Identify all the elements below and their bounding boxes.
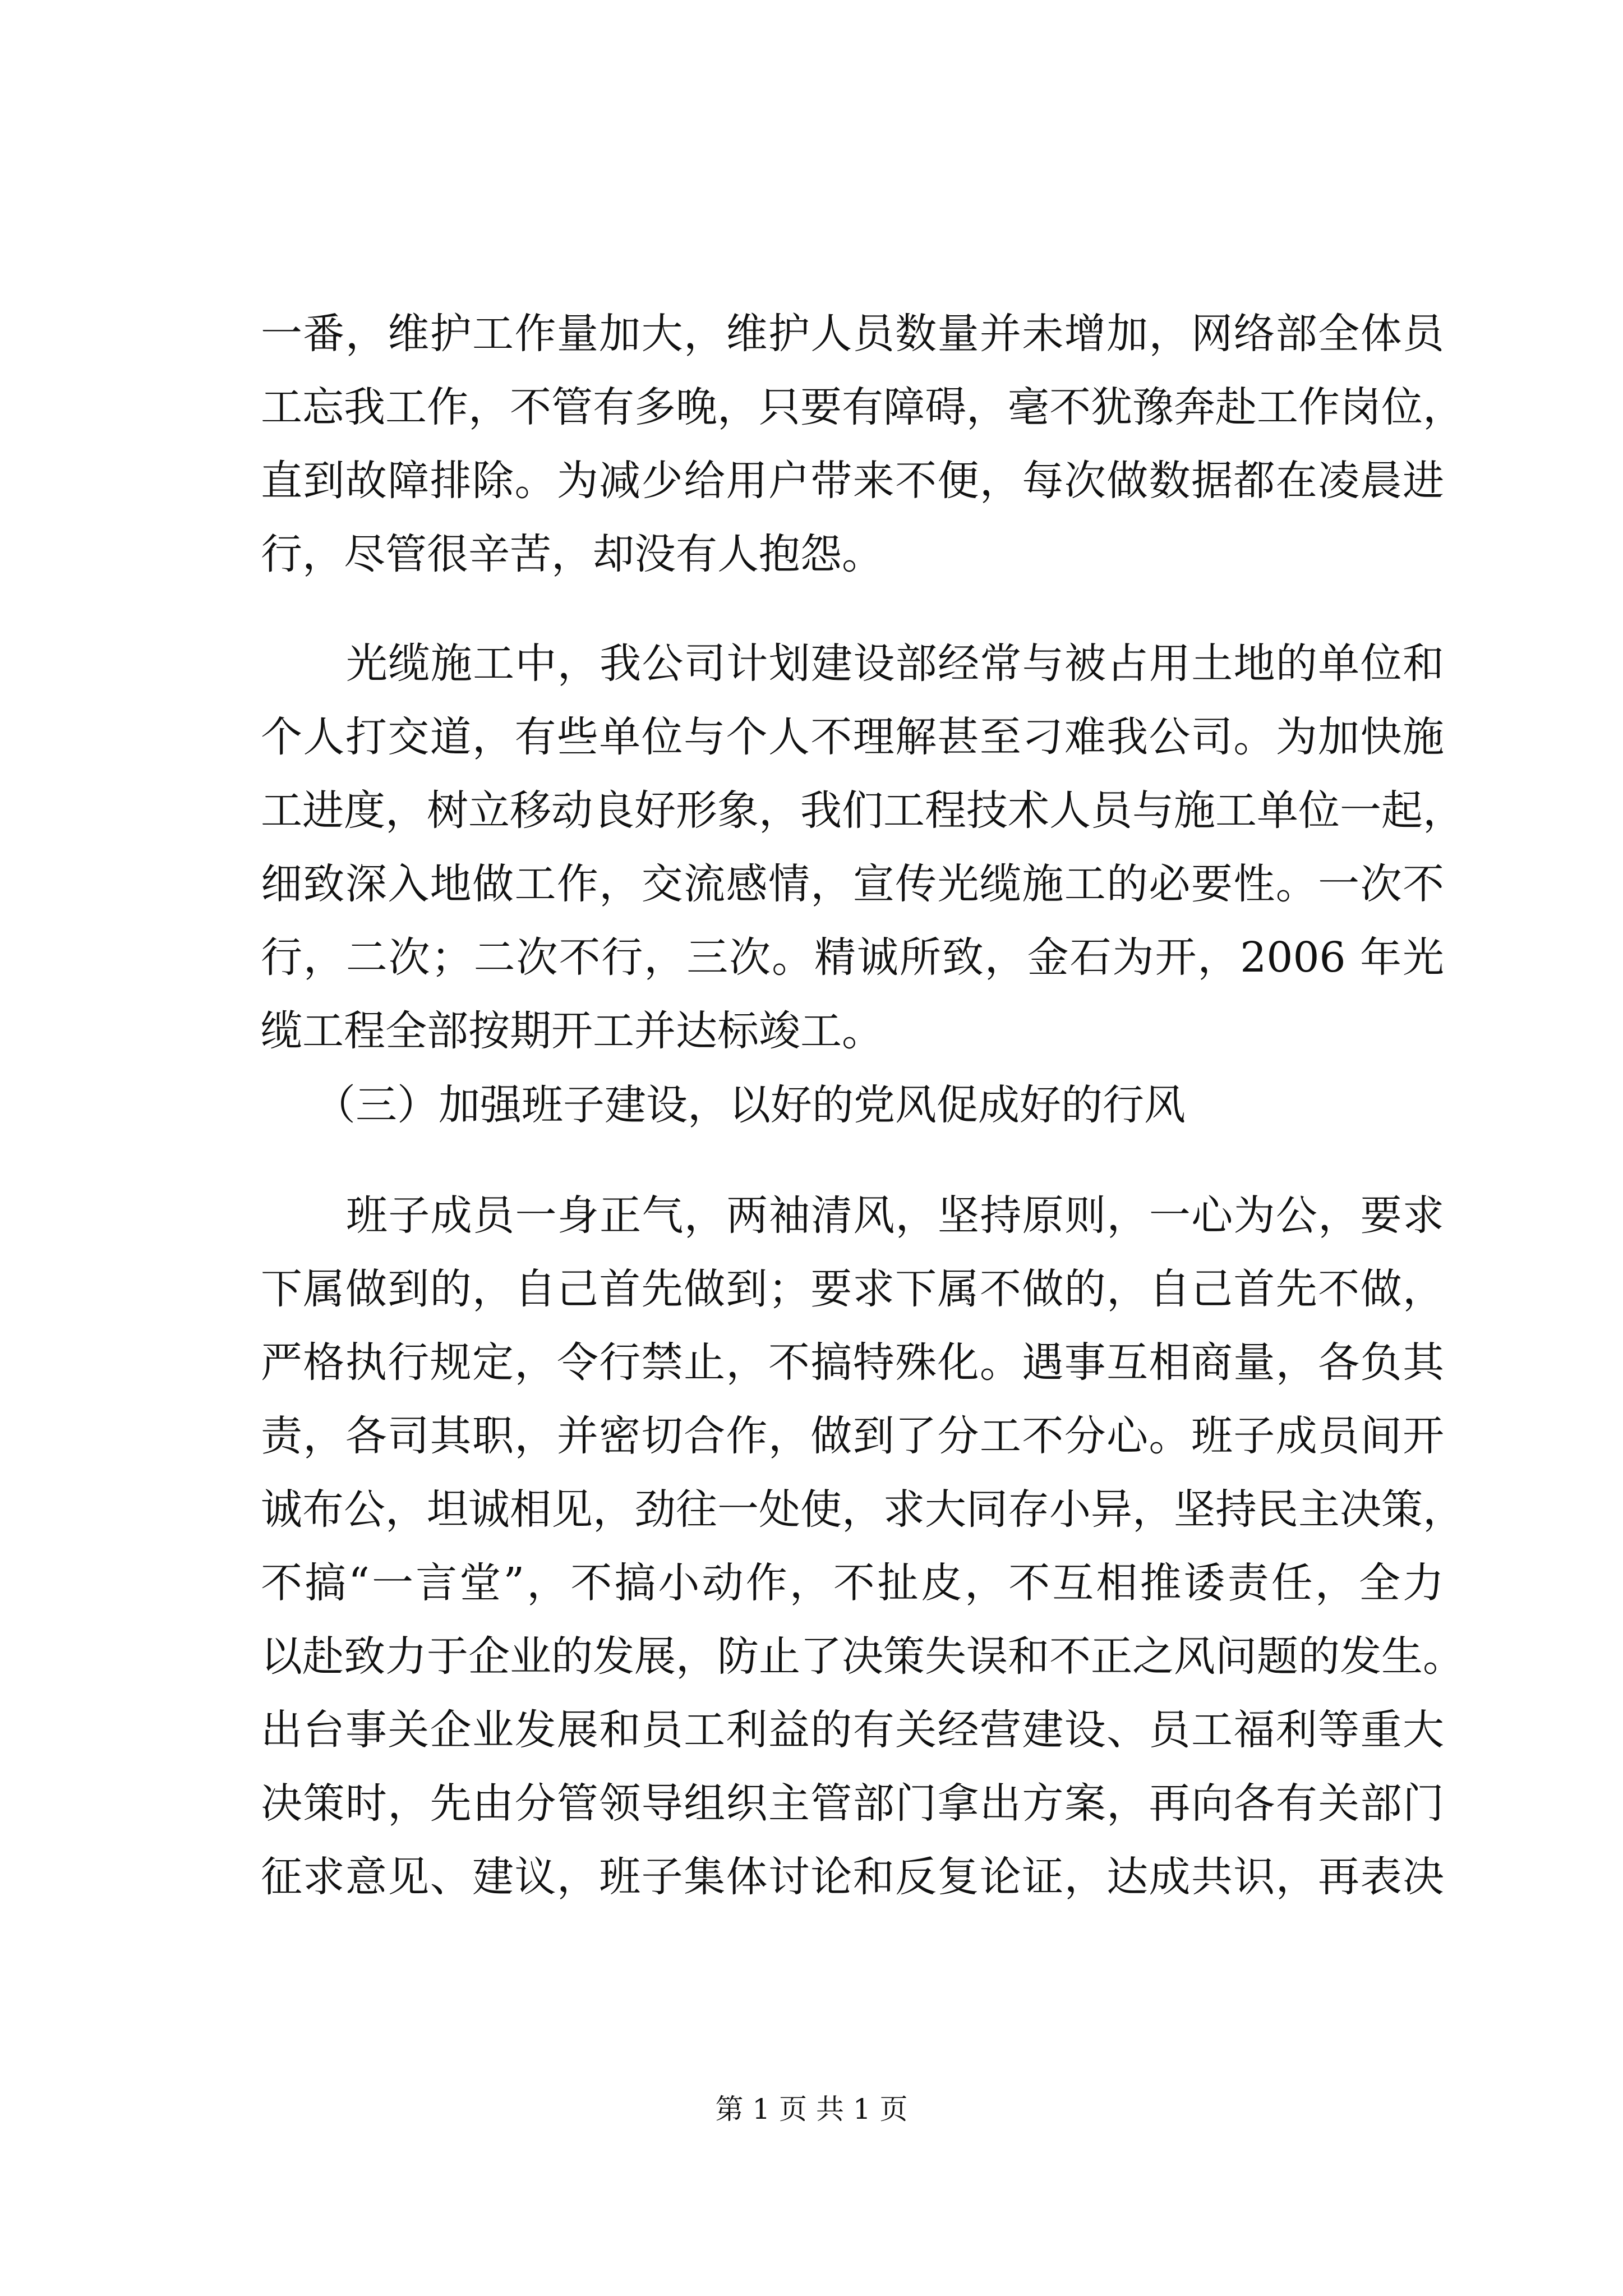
text-line: 缆工程全部按期开工并达标竣工。 — [261, 1007, 883, 1055]
text-line: 以赴致力于企业的发展，防止了决策失误和不正之风问题的发生。 — [261, 1632, 1464, 1681]
text-line: 光缆施工中，我公司计划建设部经常与被占用土地的单位和 — [346, 639, 1444, 688]
text-line: 下属做到的，自己首先做到；要求下属不做的，自己首先不做， — [261, 1265, 1444, 1313]
text-line: 班子成员一身正气，两袖清风，坚持原则，一心为公，要求 — [346, 1191, 1444, 1240]
text-line: 细致深入地做工作，交流感情，宣传光缆施工的必要性。一次不 — [261, 860, 1444, 908]
text-line: 责，各司其职，并密切合作，做到了分工不分心。班子成员间开 — [261, 1412, 1444, 1460]
text-line: 行，二次；二次不行，三次。精诚所致，金石为开，2006 年光 — [261, 933, 1444, 982]
text-line: 一番，维护工作量加大，维护人员数量并未增加，网络部全体员 — [261, 310, 1444, 358]
text-line: 工忘我工作，不管有多晚，只要有障碍，毫不犹豫奔赴工作岗位， — [261, 383, 1464, 431]
page-footer: 第 1 页 共 1 页 — [715, 2093, 908, 2125]
text-line: 行，尽管很辛苦，却没有人抱怨。 — [261, 530, 883, 578]
text-line: 决策时，先由分管领导组织主管部门拿出方案，再向各有关部门 — [261, 1779, 1444, 1828]
text-line: 不搞“一言堂”，不搞小动作，不扯皮，不互相推诿责任，全力 — [261, 1559, 1444, 1607]
text-line: 个人打交道，有些单位与个人不理解甚至刁难我公司。为加快施 — [261, 713, 1444, 761]
text-line: 严格执行规定，令行禁止，不搞特殊化。遇事互相商量，各负其 — [261, 1338, 1444, 1387]
text-line: 征求意见、建议，班子集体讨论和反复论证，达成共识，再表决 — [261, 1853, 1444, 1901]
text-line: 工进度，树立移动良好形象，我们工程技术人员与施工单位一起， — [261, 786, 1464, 835]
text-line: 直到故障排除。为减少给用户带来不便，每次做数据都在凌晨进 — [261, 457, 1444, 505]
section-heading: （三）加强班子建设，以好的党风促成好的行风 — [314, 1081, 1186, 1129]
text-line: 出台事关企业发展和员工利益的有关经营建设、员工福利等重大 — [261, 1706, 1444, 1754]
text-line: 诚布公，坦诚相见，劲往一处使，求大同存小异，坚持民主决策， — [261, 1485, 1464, 1534]
